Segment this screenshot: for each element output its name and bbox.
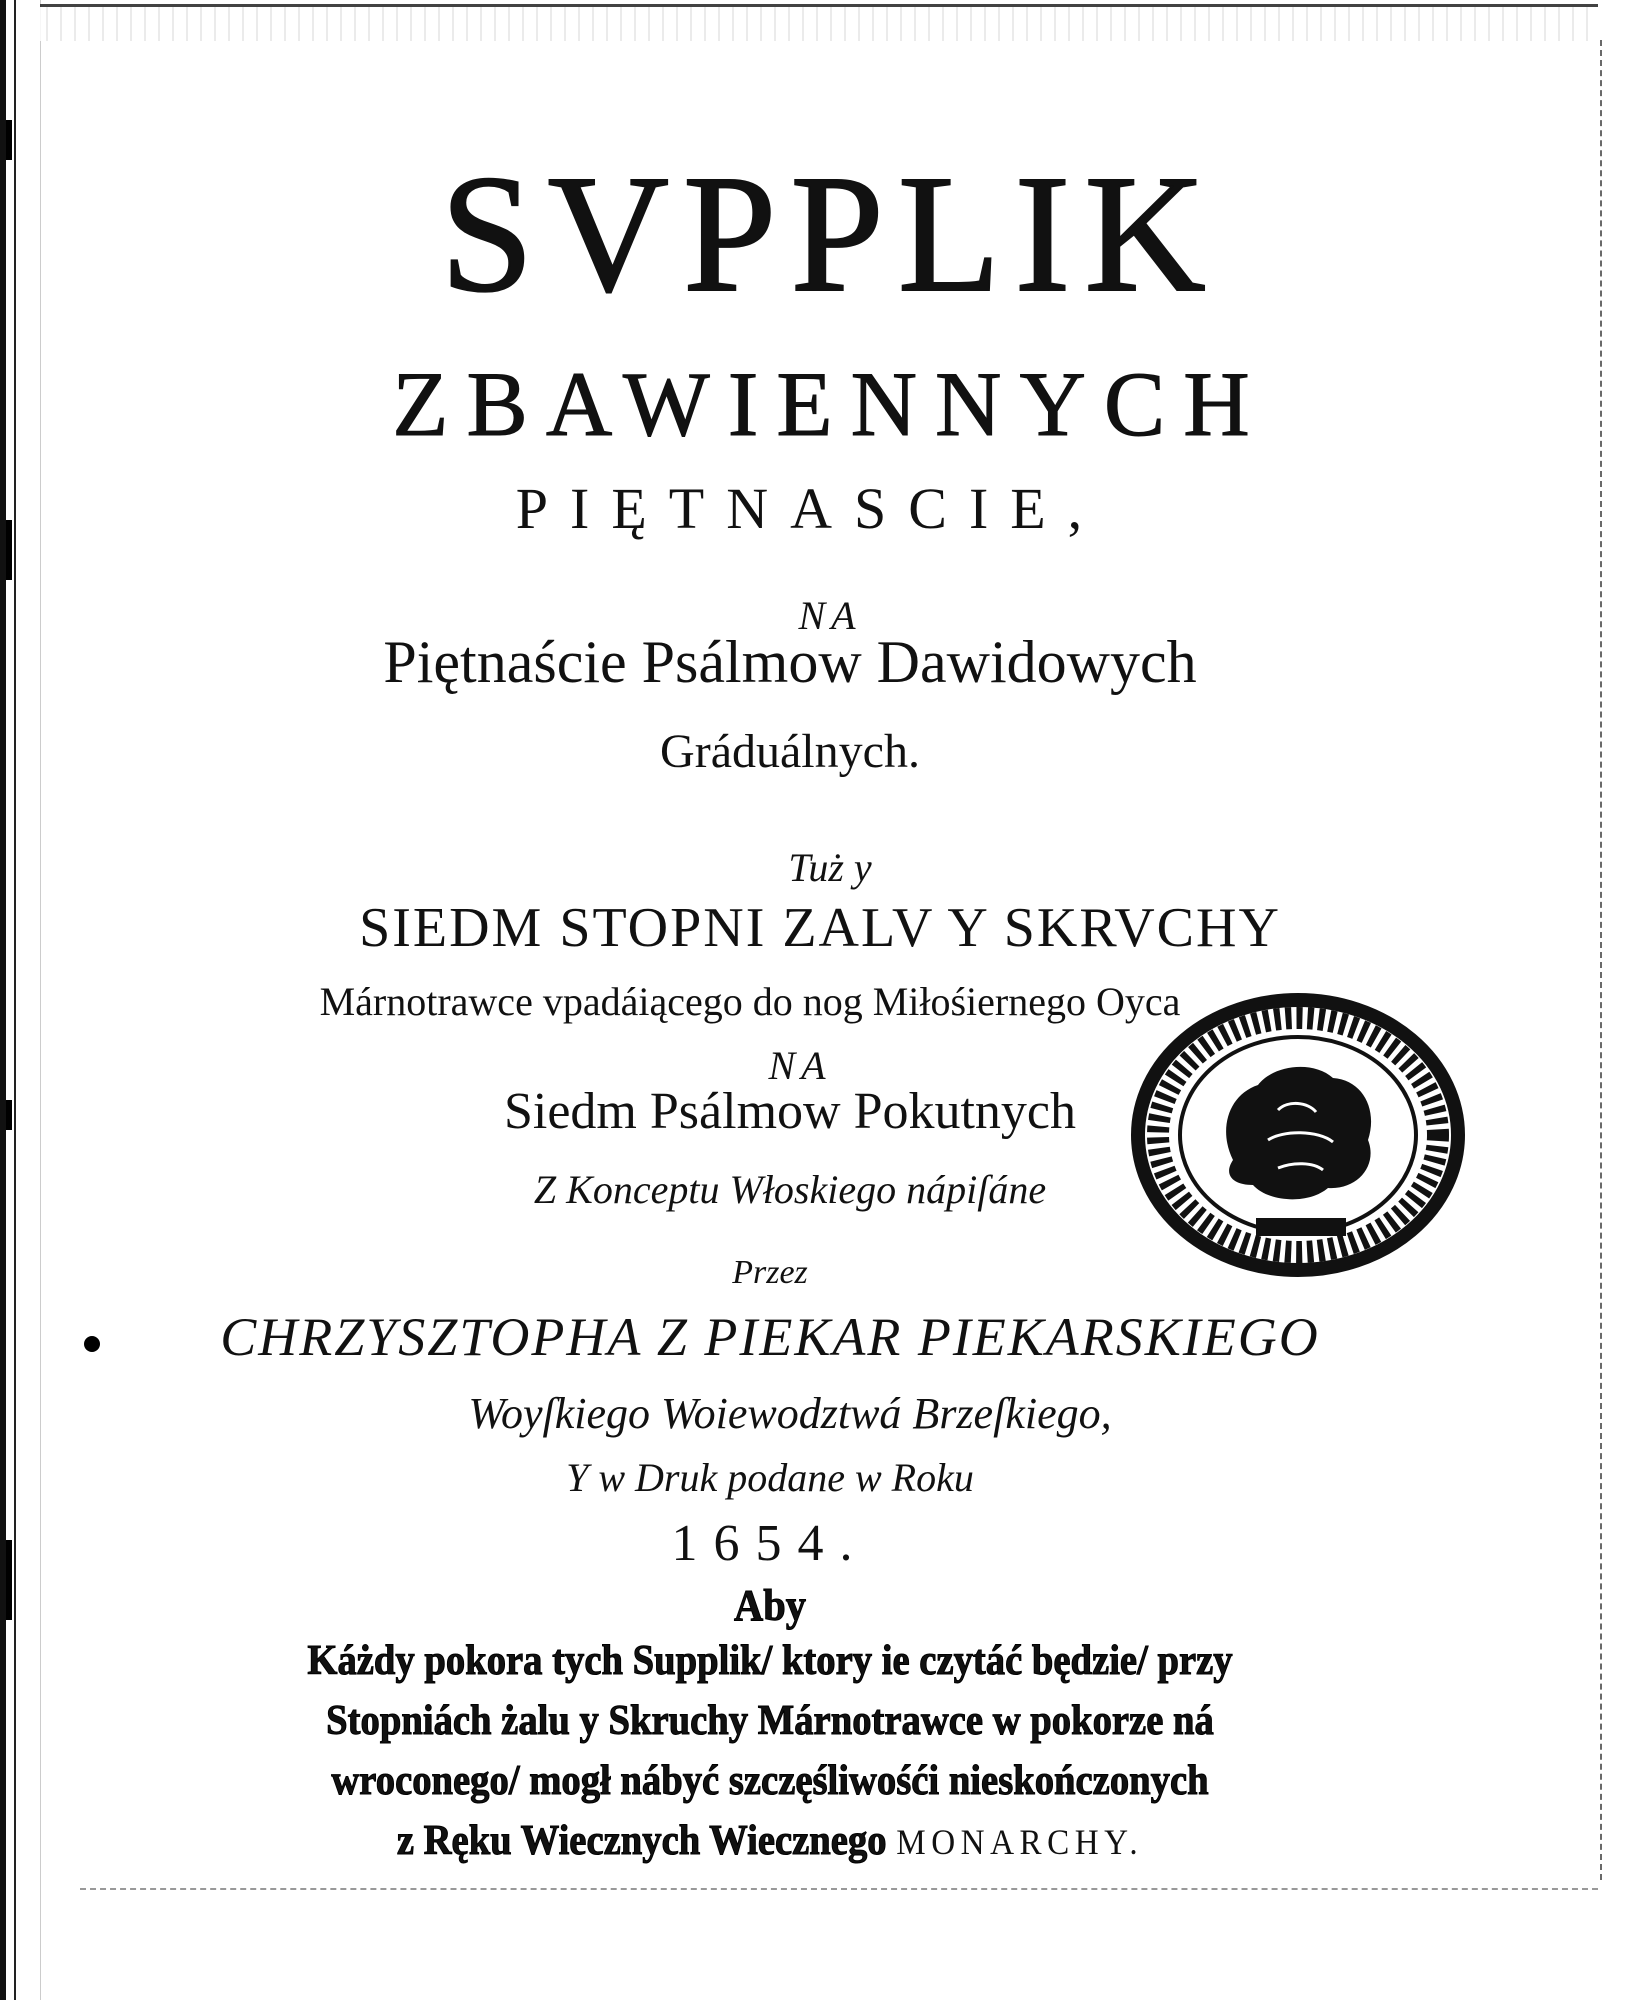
- author-office: Woyſkiego Woiewodztwá Brzeſkiego,: [468, 1389, 1112, 1438]
- tuz-y: Tuż y: [788, 845, 872, 890]
- author-name: CHRZYSZTOPHA Z PIEKAR PIEKARSKIEGO: [220, 1307, 1320, 1367]
- fraktur-line-2: Stopniách żalu y Skruchy Márnotrawce w pokorze ná: [326, 1698, 1214, 1744]
- na-label-1: NA: [798, 593, 862, 638]
- scan-speck: [6, 120, 12, 160]
- scan-speck: [6, 520, 12, 580]
- fraktur-line-3: wroconego/ mogł nábyć szczęśliwośći nieskończonych: [331, 1758, 1209, 1804]
- page-top-edge: [40, 4, 1598, 41]
- marnotrawce-line: Márnotrawce vpadáiącego do nog Miłośiernego Oyca: [319, 979, 1181, 1024]
- siedm-psalmow: Siedm Psálmow Pokutnych: [503, 1083, 1077, 1140]
- fraktur-line-4: [98, 1820, 1441, 1862]
- przez-label: Przez: [732, 1254, 808, 1291]
- print-line: Y w Druk podane w Roku: [566, 1455, 974, 1500]
- page-right-edge: [1600, 40, 1628, 1880]
- gradualnych: Gráduálnych.: [660, 725, 920, 778]
- koncept-line: Z Konceptu Włoskiego nápiſáne: [533, 1167, 1047, 1212]
- title-line-3: PIĘTNASCIE,: [515, 476, 1105, 541]
- title-line-1: SVPPLIK: [440, 141, 1220, 327]
- psalmow-dawidowych: Piętnaście Psálmow Dawidowych: [383, 629, 1197, 695]
- library-stamp-icon: [1128, 990, 1468, 1280]
- monarchy-word: MONARCHY.: [896, 1822, 1144, 1862]
- na-label-2: NA: [768, 1043, 832, 1088]
- scan-speck: [6, 1100, 12, 1130]
- scan-speck: [6, 1540, 12, 1620]
- fraktur-line-1: Káżdy pokora tych Supplik/ ktory ie czytáć będzie/ przy: [307, 1638, 1233, 1684]
- page-bottom-edge: [80, 1888, 1598, 2000]
- fraktur-line-4-text: z Ręku Wiecznych Wiecznego: [396, 1818, 887, 1864]
- aby-heading: Aby: [734, 1581, 806, 1630]
- title-line-2: ZBAWIENNYCH: [392, 353, 1268, 455]
- siedm-stopni: SIEDM STOPNI ZALV Y SKRVCHY: [359, 897, 1281, 959]
- publication-year: 1654.: [671, 1515, 869, 1572]
